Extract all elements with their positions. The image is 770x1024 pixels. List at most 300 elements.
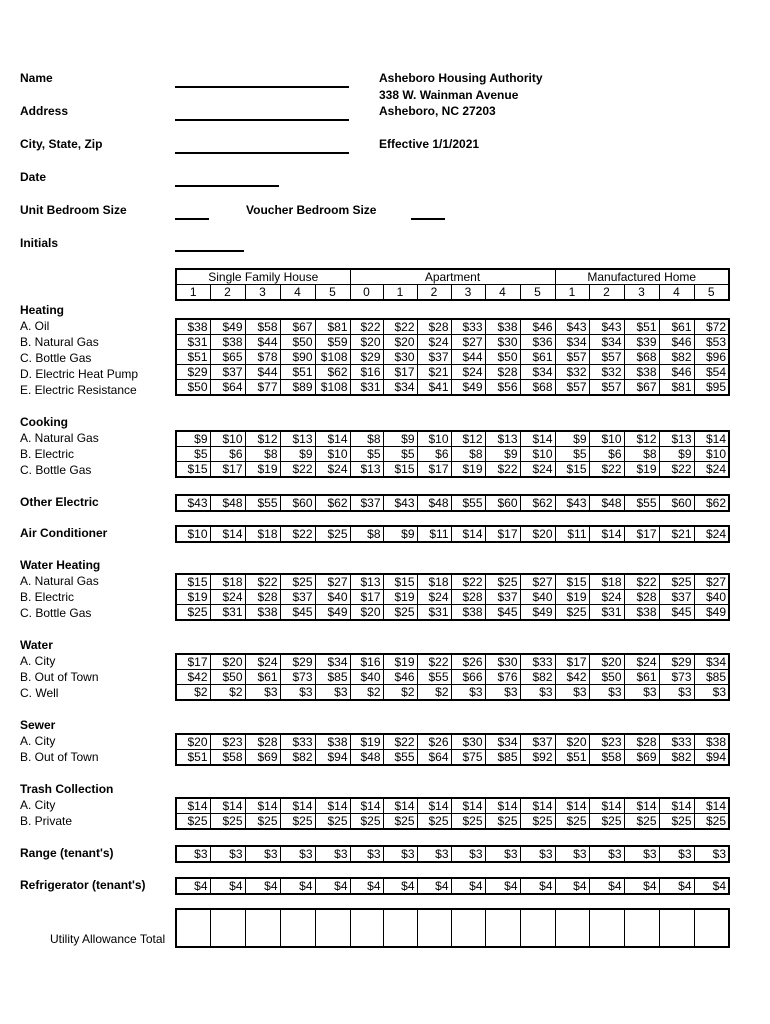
allowance-cell: $49 (520, 605, 555, 621)
allowance-cell: $3 (210, 846, 245, 862)
allowance-cell: $67 (624, 380, 659, 396)
allowance-cell: $49 (694, 605, 729, 621)
allowance-cell: $17 (176, 654, 210, 670)
bedroom-header (175, 268, 730, 301)
allowance-cell: $17 (350, 590, 383, 605)
allowance-cell: $4 (280, 878, 315, 894)
total-input-cell[interactable] (315, 909, 350, 947)
allowance-cell: $46 (520, 319, 555, 335)
allowance-cell: $20 (520, 526, 555, 542)
allowance-cell: $50 (485, 350, 520, 365)
allowance-cell: $4 (485, 878, 520, 894)
allowance-cell: $51 (176, 750, 210, 766)
total-input-cell[interactable] (280, 909, 315, 947)
allowance-cell: $24 (210, 590, 245, 605)
allowance-cell: $4 (350, 878, 383, 894)
allowance-cell: $18 (417, 574, 451, 590)
table-row (176, 431, 729, 447)
allowance-cell: $55 (417, 670, 451, 685)
table-row (176, 605, 729, 621)
allowance-cell: $4 (555, 878, 589, 894)
allowance-cell: $5 (176, 447, 210, 462)
allowance-cell: $19 (624, 462, 659, 478)
allowance-cell: $26 (417, 734, 451, 750)
allowance-cell: $4 (520, 878, 555, 894)
bedroom-size-cell: 3 (245, 285, 280, 301)
allowance-cell: $14 (315, 798, 350, 814)
section-title: Refrigerator (tenant's) (20, 878, 146, 892)
allowance-cell: $62 (315, 365, 350, 380)
allowance-cell: $50 (280, 335, 315, 350)
section-title: Water (20, 638, 53, 652)
allowance-cell: $3 (417, 846, 451, 862)
allowance-cell: $55 (624, 495, 659, 511)
allowance-cell: $108 (315, 350, 350, 365)
table-row (176, 365, 729, 380)
allowance-cell: $62 (315, 495, 350, 511)
allowance-cell: $28 (624, 734, 659, 750)
authority-name: Asheboro Housing Authority (379, 71, 543, 85)
allowance-table (175, 877, 730, 895)
allowance-cell: $24 (589, 590, 624, 605)
allowance-cell: $10 (520, 447, 555, 462)
table-row (176, 380, 729, 396)
allowance-cell: $3 (315, 846, 350, 862)
allowance-cell: $66 (451, 670, 485, 685)
allowance-cell: $19 (350, 734, 383, 750)
allowance-cell: $22 (485, 462, 520, 478)
allowance-cell: $37 (485, 590, 520, 605)
total-input-cell[interactable] (659, 909, 694, 947)
allowance-cell: $8 (245, 447, 280, 462)
allowance-cell: $68 (624, 350, 659, 365)
allowance-cell: $24 (520, 462, 555, 478)
allowance-cell: $37 (280, 590, 315, 605)
allowance-cell: $38 (315, 734, 350, 750)
allowance-cell: $82 (280, 750, 315, 766)
allowance-cell: $85 (694, 670, 729, 685)
allowance-cell: $3 (624, 685, 659, 701)
allowance-cell: $25 (624, 814, 659, 830)
allowance-cell: $3 (280, 846, 315, 862)
allowance-cell: $3 (520, 685, 555, 701)
date-field[interactable] (175, 185, 279, 187)
bedroom-size-cell: 2 (210, 285, 245, 301)
allowance-table (175, 653, 730, 701)
allowance-cell: $33 (520, 654, 555, 670)
name-field[interactable] (175, 86, 349, 88)
table-row (176, 350, 729, 365)
allowance-cell: $19 (383, 654, 417, 670)
allowance-cell: $29 (350, 350, 383, 365)
allowance-cell: $3 (245, 846, 280, 862)
allowance-cell: $3 (451, 685, 485, 701)
allowance-cell: $22 (451, 574, 485, 590)
allowance-cell: $92 (520, 750, 555, 766)
allowance-cell: $31 (350, 380, 383, 396)
allowance-cell: $73 (280, 670, 315, 685)
allowance-cell: $25 (694, 814, 729, 830)
allowance-cell: $15 (176, 574, 210, 590)
allowance-cell: $5 (555, 447, 589, 462)
bedroom-size-cell: 5 (520, 285, 555, 301)
initials-field[interactable] (175, 250, 244, 252)
allowance-cell: $14 (555, 798, 589, 814)
allowance-cell: $25 (451, 814, 485, 830)
table-row (176, 447, 729, 462)
row-label: C. Bottle Gas (20, 351, 92, 365)
allowance-cell: $49 (315, 605, 350, 621)
authority-street: 338 W. Wainman Avenue (379, 88, 519, 102)
allowance-table (175, 733, 730, 766)
allowance-cell: $38 (624, 605, 659, 621)
section-title: Trash Collection (20, 782, 114, 796)
group-header-row (176, 269, 729, 285)
allowance-cell: $28 (485, 365, 520, 380)
allowance-cell: $31 (176, 335, 210, 350)
allowance-cell: $3 (659, 846, 694, 862)
allowance-cell: $29 (280, 654, 315, 670)
allowance-cell: $29 (176, 365, 210, 380)
allowance-table (175, 797, 730, 830)
allowance-cell: $6 (210, 447, 245, 462)
allowance-cell: $3 (555, 685, 589, 701)
section-title: Air Conditioner (20, 526, 108, 540)
allowance-cell: $56 (485, 380, 520, 396)
allowance-cell: $57 (589, 380, 624, 396)
allowance-cell: $53 (694, 335, 729, 350)
unit-bedroom-label: Unit Bedroom Size (20, 203, 127, 217)
allowance-cell: $28 (624, 590, 659, 605)
allowance-cell: $25 (383, 605, 417, 621)
allowance-cell: $14 (520, 798, 555, 814)
allowance-cell: $25 (555, 814, 589, 830)
address-label: Address (20, 104, 69, 118)
allowance-cell: $28 (245, 734, 280, 750)
allowance-cell: $43 (589, 319, 624, 335)
allowance-cell: $64 (417, 750, 451, 766)
allowance-cell: $33 (451, 319, 485, 335)
table-row (176, 750, 729, 766)
allowance-cell: $51 (624, 319, 659, 335)
allowance-cell: $14 (417, 798, 451, 814)
allowance-cell: $58 (245, 319, 280, 335)
row-label: A. Oil (20, 319, 50, 333)
allowance-cell: $82 (520, 670, 555, 685)
total-input-cell[interactable] (624, 909, 659, 947)
allowance-table (175, 494, 730, 512)
allowance-cell: $32 (555, 365, 589, 380)
allowance-cell: $15 (383, 462, 417, 478)
allowance-cell: $38 (485, 319, 520, 335)
allowance-cell: $4 (589, 878, 624, 894)
total-input-cell[interactable] (350, 909, 383, 947)
allowance-cell: $24 (694, 526, 729, 542)
allowance-cell: $27 (315, 574, 350, 590)
allowance-cell: $28 (417, 319, 451, 335)
allowance-cell: $61 (520, 350, 555, 365)
group-apartment: Apartment (350, 269, 555, 285)
section-title: Other Electric (20, 495, 99, 509)
allowance-cell: $37 (417, 350, 451, 365)
allowance-cell: $3 (383, 846, 417, 862)
allowance-cell: $8 (624, 447, 659, 462)
allowance-cell: $13 (350, 574, 383, 590)
allowance-cell: $94 (694, 750, 729, 766)
allowance-cell: $3 (245, 685, 280, 701)
allowance-cell: $38 (245, 605, 280, 621)
allowance-cell: $46 (383, 670, 417, 685)
allowance-cell: $3 (176, 846, 210, 862)
allowance-cell: $12 (245, 431, 280, 447)
allowance-cell: $19 (176, 590, 210, 605)
allowance-cell: $50 (210, 670, 245, 685)
allowance-cell: $44 (245, 365, 280, 380)
row-label: B. Private (20, 814, 73, 828)
allowance-cell: $12 (451, 431, 485, 447)
allowance-cell: $14 (624, 798, 659, 814)
allowance-cell: $16 (350, 654, 383, 670)
allowance-cell: $23 (589, 734, 624, 750)
allowance-cell: $43 (383, 495, 417, 511)
allowance-cell: $22 (589, 462, 624, 478)
allowance-cell: $85 (485, 750, 520, 766)
allowance-cell: $3 (555, 846, 589, 862)
allowance-cell: $8 (451, 447, 485, 462)
allowance-cell: $39 (624, 335, 659, 350)
allowance-cell: $81 (315, 319, 350, 335)
allowance-cell: $61 (624, 670, 659, 685)
allowance-cell: $3 (589, 846, 624, 862)
bedroom-size-cell: 3 (624, 285, 659, 301)
allowance-cell: $96 (694, 350, 729, 365)
table-row (176, 526, 729, 542)
allowance-cell: $13 (659, 431, 694, 447)
allowance-cell: $75 (451, 750, 485, 766)
allowance-cell: $25 (280, 574, 315, 590)
allowance-cell: $14 (210, 526, 245, 542)
allowance-cell: $61 (659, 319, 694, 335)
allowance-cell: $14 (280, 798, 315, 814)
allowance-cell: $25 (589, 814, 624, 830)
section-title: Heating (20, 303, 65, 317)
allowance-cell: $67 (280, 319, 315, 335)
table-row (176, 685, 729, 701)
allowance-cell: $34 (485, 734, 520, 750)
allowance-cell: $37 (350, 495, 383, 511)
allowance-cell: $58 (210, 750, 245, 766)
allowance-cell: $14 (589, 526, 624, 542)
allowance-cell: $25 (245, 814, 280, 830)
allowance-cell: $20 (176, 734, 210, 750)
allowance-cell: $34 (555, 335, 589, 350)
allowance-cell: $77 (245, 380, 280, 396)
allowance-cell: $62 (694, 495, 729, 511)
utility-allowance-total (175, 908, 730, 948)
bedroom-size-cell: 2 (417, 285, 451, 301)
allowance-cell: $62 (520, 495, 555, 511)
allowance-cell: $65 (210, 350, 245, 365)
allowance-cell: $14 (451, 798, 485, 814)
allowance-cell: $17 (485, 526, 520, 542)
row-label: B. Natural Gas (20, 335, 99, 349)
table-row (176, 846, 729, 862)
total-input-cell[interactable] (451, 909, 485, 947)
allowance-cell: $68 (520, 380, 555, 396)
voucher-bedroom-field[interactable] (411, 218, 445, 220)
allowance-cell: $25 (485, 814, 520, 830)
bedroom-size-cell: 3 (451, 285, 485, 301)
allowance-cell: $31 (210, 605, 245, 621)
address-field[interactable] (175, 119, 349, 121)
allowance-cell: $3 (315, 685, 350, 701)
row-label: A. City (20, 734, 56, 748)
allowance-cell: $17 (555, 654, 589, 670)
allowance-cell: $19 (245, 462, 280, 478)
allowance-cell: $13 (280, 431, 315, 447)
total-row (176, 909, 729, 947)
row-label: C. Bottle Gas (20, 463, 92, 477)
total-input-cell[interactable] (485, 909, 520, 947)
allowance-cell: $30 (485, 335, 520, 350)
allowance-cell: $27 (520, 574, 555, 590)
allowance-cell: $34 (315, 654, 350, 670)
section-title: Sewer (20, 718, 56, 732)
total-input-cell[interactable] (417, 909, 451, 947)
row-label: C. Well (20, 686, 59, 700)
allowance-cell: $95 (694, 380, 729, 396)
allowance-table (175, 430, 730, 478)
allowance-cell: $9 (555, 431, 589, 447)
section-title: Range (tenant's) (20, 846, 114, 860)
allowance-cell: $42 (555, 670, 589, 685)
allowance-cell: $48 (589, 495, 624, 511)
allowance-cell: $14 (694, 431, 729, 447)
allowance-cell: $4 (315, 878, 350, 894)
allowance-cell: $27 (694, 574, 729, 590)
allowance-cell: $25 (659, 574, 694, 590)
table-row (176, 878, 729, 894)
allowance-cell: $36 (520, 335, 555, 350)
allowance-cell: $4 (210, 878, 245, 894)
allowance-cell: $14 (694, 798, 729, 814)
allowance-cell: $18 (210, 574, 245, 590)
table-row (176, 670, 729, 685)
voucher-bedroom-label: Voucher Bedroom Size (246, 203, 377, 217)
allowance-cell: $3 (451, 846, 485, 862)
allowance-cell: $94 (315, 750, 350, 766)
allowance-cell: $58 (589, 750, 624, 766)
allowance-cell: $38 (624, 365, 659, 380)
allowance-cell: $28 (451, 590, 485, 605)
allowance-cell: $9 (485, 447, 520, 462)
total-input-cell[interactable] (520, 909, 555, 947)
allowance-cell: $51 (280, 365, 315, 380)
allowance-cell: $24 (315, 462, 350, 478)
allowance-cell: $14 (210, 798, 245, 814)
total-input-cell[interactable] (210, 909, 245, 947)
bedroom-size-cell: 0 (350, 285, 383, 301)
allowance-cell: $40 (350, 670, 383, 685)
allowance-table (175, 845, 730, 863)
allowance-cell: $13 (350, 462, 383, 478)
row-label: A. City (20, 798, 56, 812)
allowance-cell: $40 (520, 590, 555, 605)
total-input-cell[interactable] (589, 909, 624, 947)
allowance-cell: $30 (451, 734, 485, 750)
allowance-cell: $22 (383, 319, 417, 335)
allowance-cell: $17 (210, 462, 245, 478)
allowance-cell: $3 (485, 685, 520, 701)
bedroom-size-cell: 1 (383, 285, 417, 301)
allowance-cell: $15 (383, 574, 417, 590)
allowance-cell: $60 (280, 495, 315, 511)
allowance-cell: $4 (176, 878, 210, 894)
allowance-cell: $5 (383, 447, 417, 462)
total-input-cell[interactable] (176, 909, 210, 947)
allowance-cell: $22 (417, 654, 451, 670)
allowance-cell: $20 (350, 335, 383, 350)
allowance-cell: $20 (210, 654, 245, 670)
allowance-cell: $38 (451, 605, 485, 621)
date-label: Date (20, 170, 47, 184)
allowance-cell: $34 (520, 365, 555, 380)
allowance-cell: $27 (451, 335, 485, 350)
allowance-cell: $24 (694, 462, 729, 478)
allowance-cell: $55 (383, 750, 417, 766)
allowance-cell: $14 (589, 798, 624, 814)
allowance-cell: $2 (417, 685, 451, 701)
allowance-cell: $44 (451, 350, 485, 365)
allowance-cell: $50 (176, 380, 210, 396)
allowance-cell: $19 (451, 462, 485, 478)
bedroom-size-cell: 5 (315, 285, 350, 301)
unit-bedroom-field[interactable] (175, 218, 209, 220)
total-input-cell[interactable] (383, 909, 417, 947)
city-field[interactable] (175, 152, 349, 154)
allowance-cell: $14 (245, 798, 280, 814)
allowance-cell: $25 (176, 605, 210, 621)
allowance-cell: $17 (417, 462, 451, 478)
allowance-cell: $45 (485, 605, 520, 621)
total-input-cell[interactable] (245, 909, 280, 947)
allowance-cell: $24 (245, 654, 280, 670)
name-label: Name (20, 71, 53, 85)
allowance-cell: $45 (280, 605, 315, 621)
allowance-cell: $4 (694, 878, 729, 894)
allowance-cell: $108 (315, 380, 350, 396)
allowance-cell: $20 (589, 654, 624, 670)
bedroom-size-cell: 4 (485, 285, 520, 301)
allowance-cell: $3 (520, 846, 555, 862)
total-input-cell[interactable] (555, 909, 589, 947)
allowance-cell: $11 (417, 526, 451, 542)
allowance-cell: $41 (417, 380, 451, 396)
allowance-cell: $25 (350, 814, 383, 830)
allowance-cell: $21 (417, 365, 451, 380)
total-input-cell[interactable] (694, 909, 729, 947)
allowance-cell: $20 (555, 734, 589, 750)
table-row (176, 590, 729, 605)
allowance-cell: $14 (315, 431, 350, 447)
allowance-cell: $2 (383, 685, 417, 701)
allowance-cell: $17 (624, 526, 659, 542)
allowance-cell: $81 (659, 380, 694, 396)
bedroom-size-cell: 2 (589, 285, 624, 301)
allowance-cell: $12 (624, 431, 659, 447)
allowance-cell: $82 (659, 750, 694, 766)
allowance-cell: $42 (176, 670, 210, 685)
